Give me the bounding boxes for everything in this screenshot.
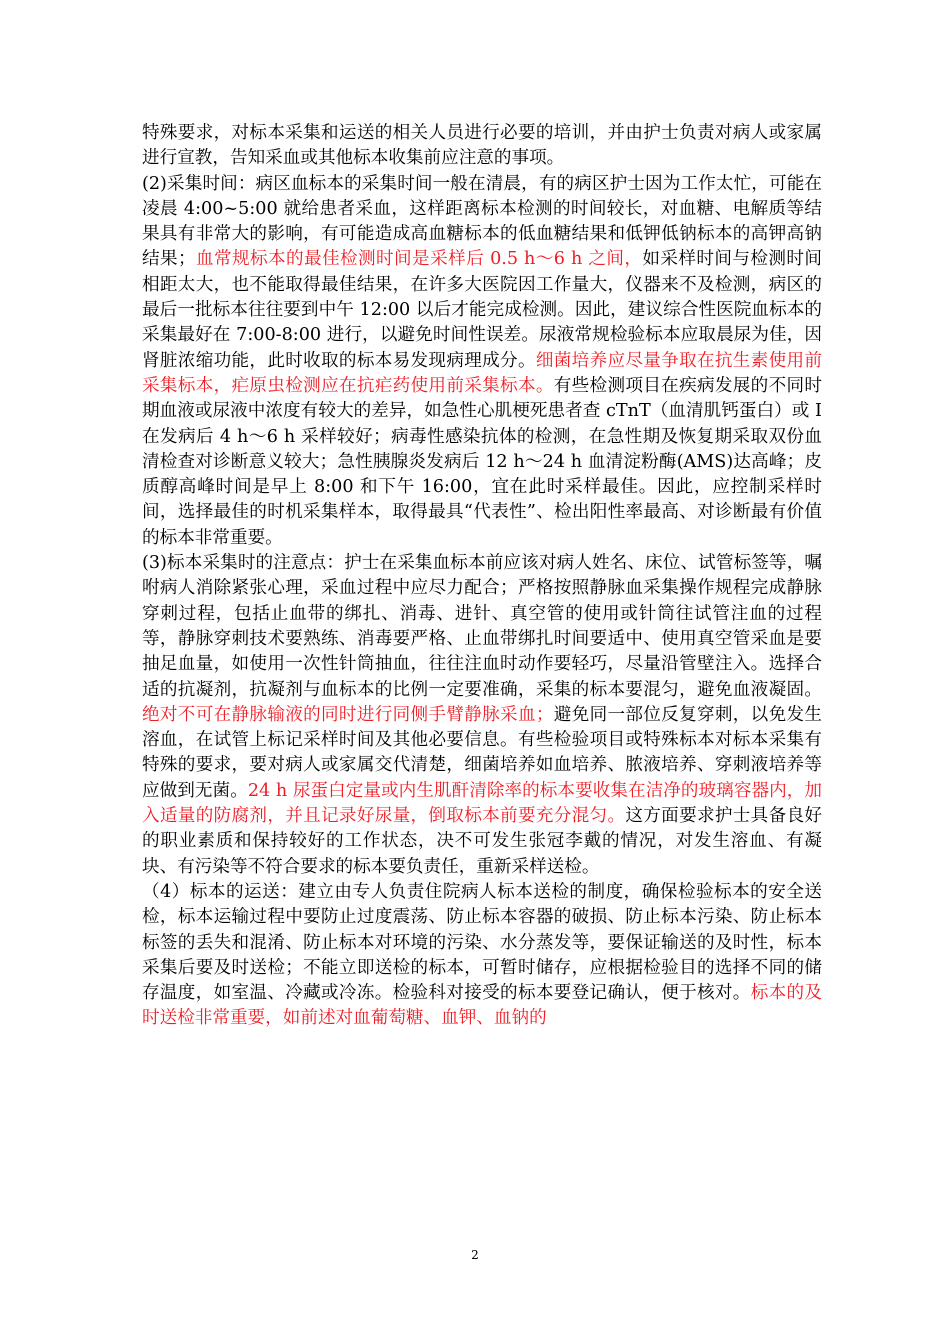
highlighted-text: 绝对不可在静脉输液的同时进行同侧手臂静脉采血； — [142, 704, 554, 725]
text-run: (3)标本采集时的注意点：护士在采集血标本前应该对病人姓名、床位、试管标签等，嘱咐病人消除紧张心理，采血过程中应尽力配合；严格按照静脉血采集操作规程完成静脉穿刺过程，包括止血带的绑扎、消毒、进针、真空管的使用或针筒往试管注血的过程等，静脉穿刺技术要熟练、消毒要严格、止血带绑扎时间要适中、使用真空管采血是要抽足血量，如使用一次性针筒抽血，往往注血时动作要轻巧，尽量沿管壁注入。选择合适的抗凝剂，抗凝剂与血标本的比例一定要准确，采集的标本要混匀，避免血液凝固。 — [142, 553, 822, 700]
paragraph-collection-time — [142, 172, 822, 551]
body-text — [142, 121, 822, 1032]
text-run: （4）标本的运送：建立由专人负责住院病人标本送检的制度，确保检验标本的安全送检，标本运输过程中要防止过度震荡、防止标本容器的破损、防止标本污染、防止标本标签的丢失和混淆、防止标本对环境的污染、水分蒸发等，要保证输送的及时性，标本采集后要及时送检；不能立即送检的标本，可暂时储存，应根据检验目的选择不同的储存温度，如室温、冷藏或冷冻。检验科对接受的标本要登记确认，便于核对。 — [142, 881, 822, 1004]
paragraph-collection-notes — [142, 551, 822, 880]
highlighted-text: 血常规标本的最佳检测时间是采样后 0.5 h～6 h 之间， — [195, 249, 643, 270]
text-run: 避免同一部位反复穿刺，以免发生溶血，在试管上标记采样时间及其他必要信息。有些检验项目或特殊标本对标本采集有特殊的要求，要对病人或家属交代清楚，细菌培养如血培养、脓液培养、穿刺液培养等应做到无菌。 — [142, 704, 822, 801]
paragraph-intro-continued — [142, 121, 822, 172]
highlighted-text: 标本的及时送检非常重要，如前述对血葡萄糖、血钾、血钠的 — [142, 983, 822, 1029]
text-run: (2)采集时间：病区血标本的采集时间一般在清晨，有的病区护士因为工作太忙，可能在凌晨 4:00~5:00 就给患者采血，这样距离标本检测的时间较长，对血糖、电解质等结果具有非常大的影响，有可能造成高血糖标本的低血糖结果和低钾低钠标本的高钾高钠结果； — [142, 173, 822, 270]
text-run: 特殊要求，对标本采集和运送的相关人员进行必要的培训，并由护士负责对病人或家属进行宣教，告知采血或其他标本收集前应注意的事项。 — [142, 123, 822, 169]
page-number: 2 — [471, 1248, 479, 1262]
paragraph-specimen-transport — [142, 880, 822, 1032]
text-run: 这方面要求护士具备良好的职业素质和保持较好的工作状态，决不可发生张冠李戴的情况，对发生溶血、有凝块、有污染等不符合要求的标本要负责任，重新采样送检。 — [142, 806, 822, 877]
highlighted-text: 细菌培养应尽量争取在抗生素使用前采集标本，疟原虫检测应在抗疟药使用前采集标本。 — [142, 350, 822, 396]
highlighted-text: 24 h 尿蛋白定量或内生肌酐清除率的标本要收集在洁净的玻璃容器内，加入适量的防腐剂，并且记录好尿量，倒取标本前要充分混匀。 — [142, 780, 822, 827]
text-run: 有些检测项目在疾病发展的不同时期血液或尿液中浓度有较大的差异，如急性心肌梗死患者查 cTnT（血清肌钙蛋白）或 I 在发病后 4 h～6 h 采样较好；病毒性感染抗体的检测，在急性期及恢复期采取双份血清检查对诊断意义较大；急性胰腺炎发病后 12 h～24 h 血清淀粉酶(AMS)达高峰；皮质醇高峰时间是早上 8:00 和下午 16:00，宜在此时采样最佳。因此，应控制采样时间，选择最佳的时机采集样本，取得最具“代表性”、检出阳性率最高、对诊断最有价值的标本非常重要。 — [142, 375, 822, 548]
text-run: 如采样时间与检测时间相距太大，也不能取得最佳结果，在许多大医院因工作量大，仪器来不及检测，病区的最后一批标本往往要到中午 12:00 以后才能完成检测。因此，建议综合性医院血标本的采集最好在 7:00-8:00 进行，以避免时间性误差。尿液常规检验标本应取晨尿为佳，因肾脏浓缩功能，此时收取的标本易发现病理成分。 — [142, 249, 822, 371]
